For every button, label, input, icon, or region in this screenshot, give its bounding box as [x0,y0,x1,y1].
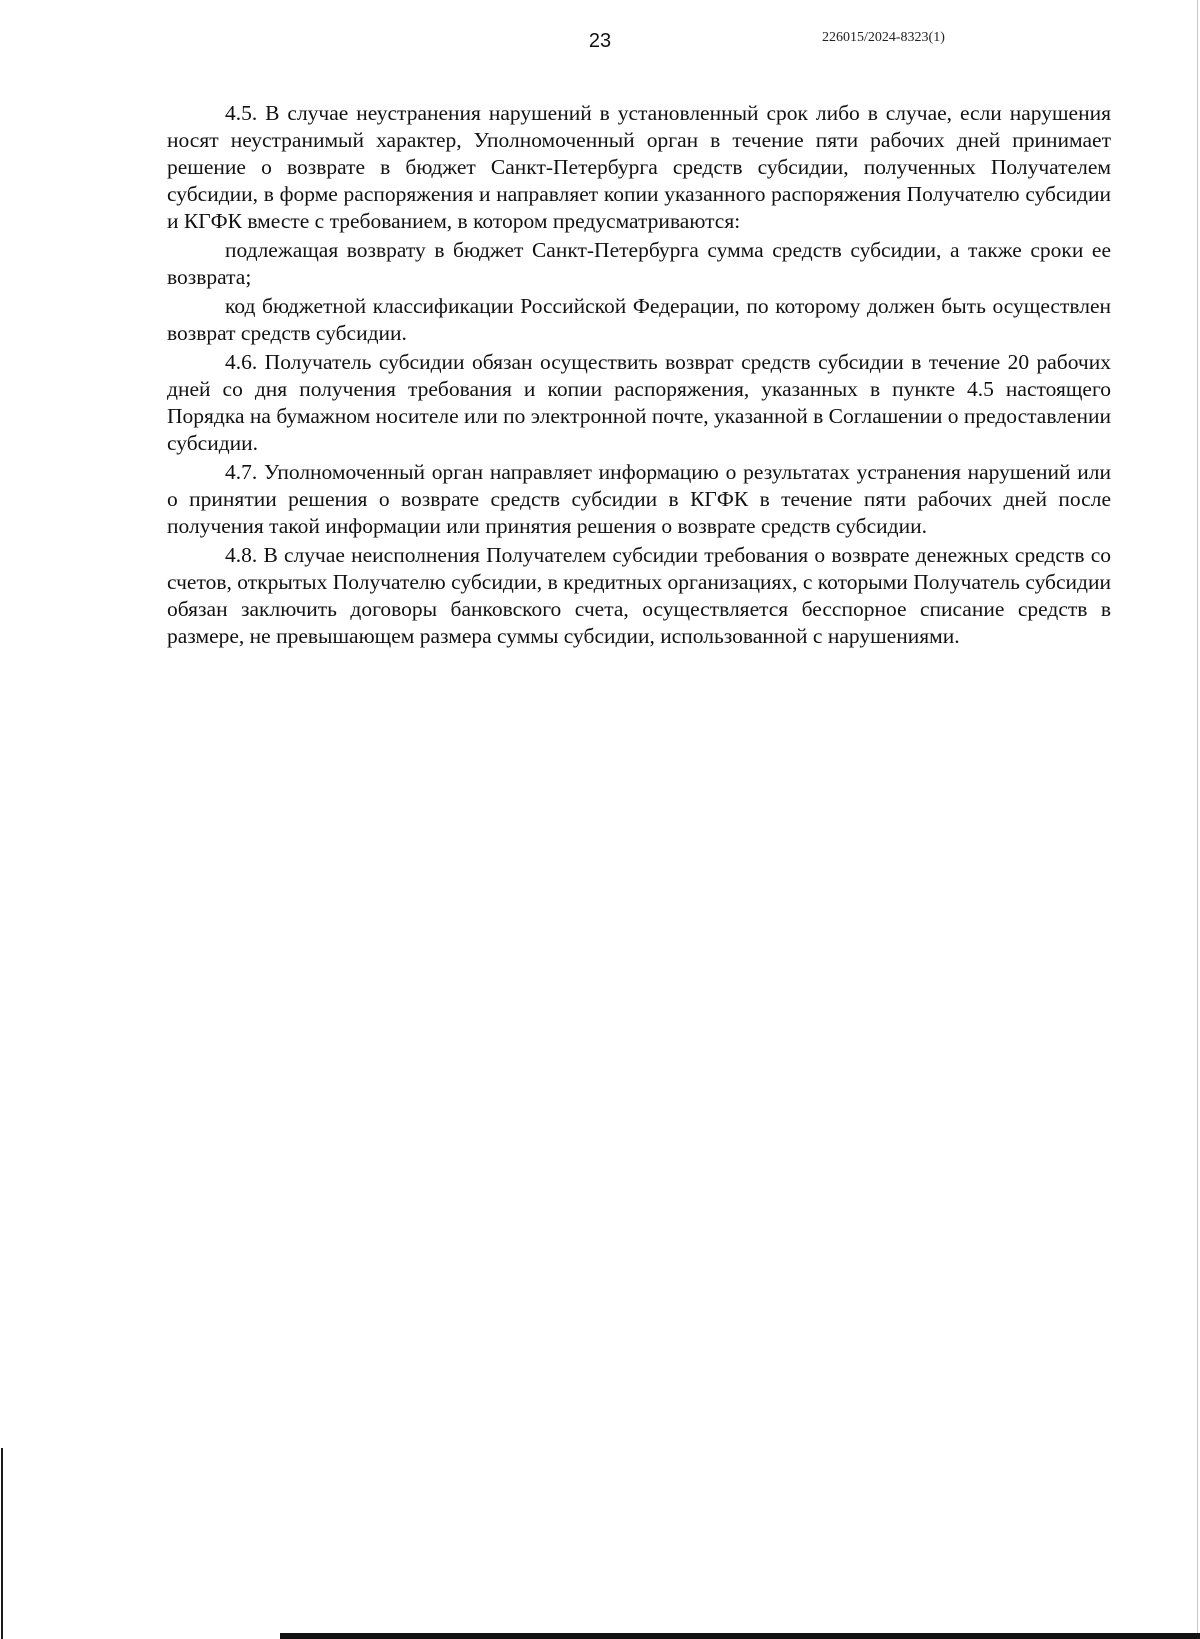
page-number: 23 [588,30,612,52]
document-body [167,100,1111,652]
paragraph-4-8: 4.8. В случае неисполнения Получателем субсидии требования о возврате денежных средств со счетов, открытых Получателю субсидии, в кредитных организациях, с которыми Получатель субсидии обязан заключить договоры банковского счета, осуществляется бесспорное списание средств в размере, не превышающем размера суммы субсидии, использованной с нарушениями. [167,543,1111,648]
paragraph-budget-code: код бюджетной классификации Российской Федерации, по которому должен быть осуществлен возврат средств субсидии. [167,294,1111,345]
scan-edge-bottom [280,1633,1200,1639]
paragraph-4-5: 4.5. В случае неустранения нарушений в установленный срок либо в случае, если нарушения носят неустранимый характер, Уполномоченный орган в течение пяти рабочих дней принимает решение о возврате в бюджет Санкт-Петербурга средств субсидии, полученных Получателем субсидии, в форме распоряжения и направляет копии указанного распоряжения Получателю субсидии и КГФК вместе с требованием, в котором предусматриваются: [167,101,1111,233]
scan-edge-left [1,1448,3,1639]
paragraph-return-amount: подлежащая возврату в бюджет Санкт-Петербурга сумма средств субсидии, а также сроки ее возврата; [167,238,1111,289]
document-registration-code: 226015/2024-8323(1) [822,30,945,45]
paragraph-4-6: 4.6. Получатель субсидии обязан осуществить возврат средств субсидии в течение 20 рабочих дней со дня получения требования и копии распоряжения, указанных в пункте 4.5 настоящего Порядка на бумажном носителе или по электронной почте, указанной в Соглашении о предоставлении субсидии. [167,350,1111,455]
paragraph-4-7: 4.7. Уполномоченный орган направляет информацию о результатах устранения нарушений или о принятии решения о возврате средств субсидии в КГФК в течение пяти рабочих дней после получения такой информации или принятия решения о возврате средств субсидии. [167,460,1111,538]
scan-edge-right [1197,0,1198,1639]
